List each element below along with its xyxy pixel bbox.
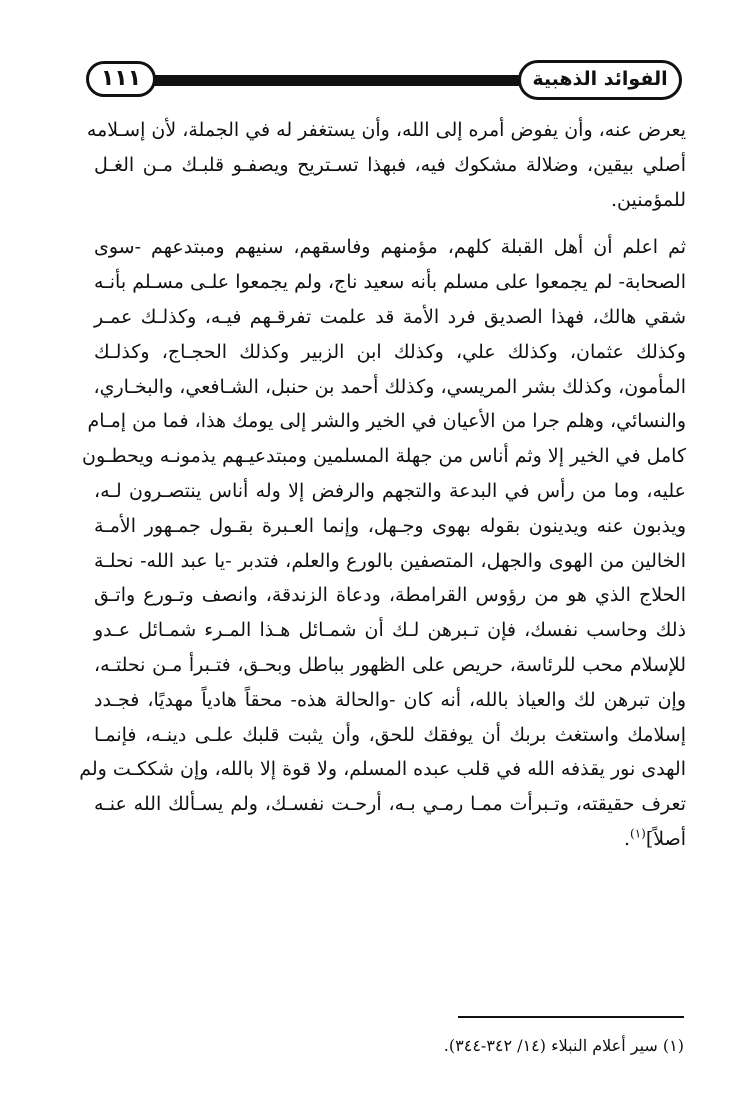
text-line: المأمون، وكذلك بشر المريسي، وكذلك أحمد بن حنبل، الشـافعي، والبخـاري، (93, 375, 686, 398)
text-line: كامل في الخير إلا وثم أناس من جهلة المسلمين ومبتدعيـهم يذمونـه ويحطـون (82, 445, 686, 468)
running-header (86, 60, 682, 106)
body-text (79, 113, 686, 857)
footnote-divider (458, 1016, 684, 1018)
text-line: للمؤمنين. (610, 188, 686, 211)
text-line: يعرض عنه، وأن يفوض أمره إلى الله، وأن يستغفر له في الجملة، لأن إسـلامه (86, 119, 686, 141)
footnote-marker: (١) (630, 826, 646, 841)
text-line: وكذلك عثمان، وكذلك علي، وكذلك ابن الزبير وكذلك الحجـاج، وكذلـك (94, 340, 686, 363)
text-line: عليه، وما من رأس في البدعة والتجهم والرفض إلا وله أناس ينتصـرون لـه، (94, 479, 686, 502)
text-line: الهدى نور يقذفه الله في قلب عبده المسلم، ولا قوة إلا بالله، وإن شككـت ولم (79, 758, 686, 781)
text-line: ذلك وحاسب نفسك، فإن تـبرهن لـك أن شمـائل هـذا المـرء شمـائل عـدو (94, 619, 686, 642)
paragraph-2 (79, 230, 686, 856)
text-line: وإن تبرهن لك والعياذ بالله، أنه كان -والحالة هذه- محقاً هادياً مهديًا، فجـدد (94, 688, 686, 711)
paragraph-1 (86, 113, 686, 217)
text-line: إسلامك واستغث بربك أن يوفقك للحق، وأن يثبت قلبك علـى دينـه، فإنمـا (94, 723, 686, 746)
text-line: الخالين من الهوى والجهل، المتصفين بالورع والعلم، فتدبر -يا عبد الله- نحلـة (94, 549, 686, 572)
text-line: للإسلام محب للرئاسة، حريص على الظهور بباطل وبحـق، فتـبرأ مـن نحلتـه، (94, 653, 686, 676)
text-line: والنسائي، وهلم جرا من الأعيان في الخير والشر إلى يومك هذا، فما من إمـام (87, 410, 686, 433)
text-line: تعرف حقيقته، وتـبرأت ممـا رمـي بـه، أرحـت نفسـك، ولم يسـألك الله عنـه (94, 793, 686, 816)
text-line: ويذبون عنه ويدينون بقوله بهوى وجـهل، وإنما العـبرة بقـول جمـهور الأمـة (94, 514, 686, 537)
book-title: الفوائد الذهبية (518, 60, 682, 100)
footnote-1: (١) سير أعلام النبلاء (١٤/ ٣٤٢-٣٤٤). (443, 1036, 684, 1055)
page-number: ١١١ (86, 61, 156, 97)
end-punctuation: . (623, 827, 630, 850)
text-line: أصلي بيقين، وضلالة مشكوك فيه، فبهذا تسـتريح ويصفـو قلبـك مـن الغـل (94, 153, 686, 176)
text-line-final (94, 822, 686, 857)
text-line-content: أصلاً] (645, 827, 686, 850)
text-line: ثم اعلم أن أهل القبلة كلهم، مؤمنهم وفاسقهم، سنيهم ومبتدعهم -سوى (94, 236, 686, 259)
text-line: الصحابة- لم يجمعوا على مسلم بأنه سعيد ناج، ولم يجمعوا علـى مسـلم بأنـه (94, 271, 686, 294)
text-line: الحلاج الذي هو من رؤوس القرامطة، ودعاة الزندقة، وانصف وتـورع واتـق (94, 584, 686, 607)
text-line: شقي هالك، فهذا الصديق فرد الأمة قد علمت تفرقـهم فيـه، وكذلـك عمـر (94, 305, 686, 328)
